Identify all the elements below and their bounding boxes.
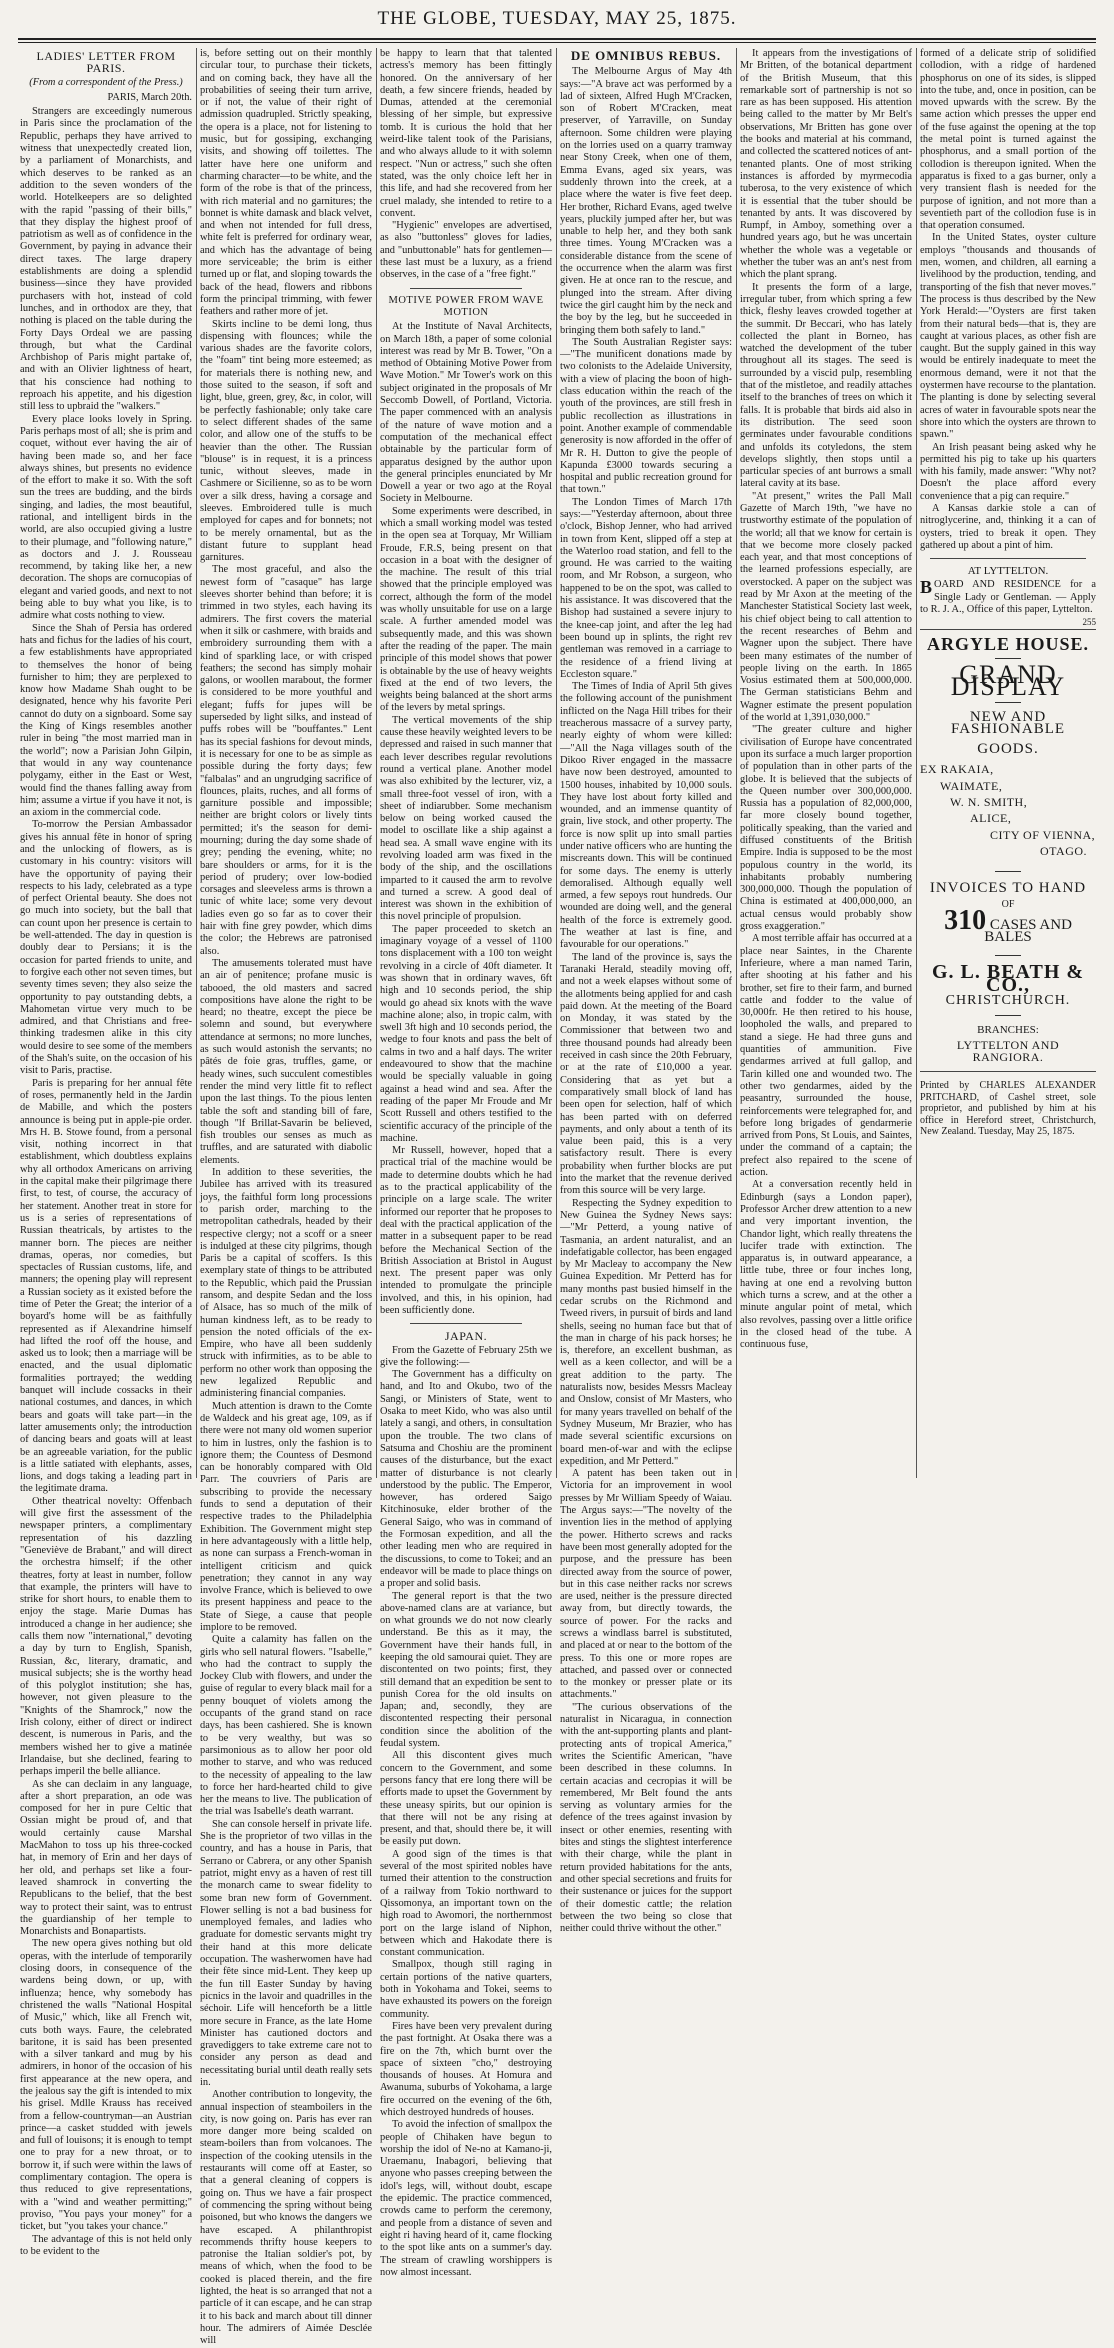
paragraph: Paris is preparing for her annual fête of roses, permanently held in the Jardin de Mabille, and which the posters announce is being put in apple-pie order. Mrs H. B. Stowe found, from a personal visit, nothing incorrect in that establishment, which doubtless explains why all orthodox Americans on arriving in the capital make their pilgrimage there first, to test, of course, the accuracy of her statement. Another treat in store for us is a series of representations of Russian theatricals, by artistes to the manner born. The pieces are neither dramas, operas, nor comedies, but spectacles of Russian customs, life, and manners; the opening play will represent a Russian society as it existed before the time of Peter the Great; the interior of a boyard's home will be as faithfully represented as if Alexandrine himself had lifted the roof off the house, and asked us to look; then a marriage will be enacted, and the usual diplomatic formalities portrayed; the wedding banquet will include cossacks in their national costumes, and dances, in which bears and goats will take part—in the latter amusements only; the introduction of dancing bears and goats will at least be an agreeable variation, for the public is a little satiated with elephants, asses, lions, and dogs taking a leading part in the legitimate drama. (20, 1077, 192, 1495)
paragraph: The general report is that the two above-named clans are at variance, but on what grounds we do not now clearly understand. Be this as it may, the Government have their hands full, in keeping the old samourai quiet. They are discontented on two points; first, they still demand that an expedition be sent to punish Corea for the old insults on Japan; and, secondly, they are discontented respecting their personal condition since the abolition of the feudal system. (380, 1590, 552, 1750)
section-rule (920, 629, 1096, 630)
paragraph: Fires have been very prevalent during the past fortnight. At Osaka there was a fire on the 7th, which burnt over the space of sixteen "cho," destroying thousands of houses. At Homura and Awanuma, suburbs of Yokohama, a large fire occurred on the evening of the 6th, which destroyed hundreds of houses. (380, 2020, 552, 2118)
ad-invoices: INVOICES TO HAND (929, 880, 1087, 897)
paragraph: All this discontent gives much concern to the Government, and some persons fancy that ere long there will be efforts made to upset the Government by these uneasy spirits, but our opinion is that there will not be any rising at present, and that, should there be, it will be easily put down. (380, 1750, 552, 1848)
article-heading-japan: JAPAN. (444, 1329, 488, 1344)
ad-ship-list (920, 763, 1096, 857)
ad-rule (995, 1015, 1021, 1016)
paragraph: A patent has been taken out in Victoria for an improvement in wool presses by Mr William Speedy of Waiau. The Argus says:—"The novelty of the invention lies in the method of applying the power. Hitherto screws and racks have been most generally adopted for the purpose, and the pressure has been directed away from the source of power, but in this case neither racks nor screws are used, neither is the pressure directed away from, but directly towards, the source of power. For the racks and screws a windlass barrel is substituted, and placed at or near to the bottom of the press. To this one or more ropes are attached, and passed over or connected to the monkey or presser plate or its attachments." (560, 1468, 732, 1701)
ad-ship: WAIMATE, (940, 778, 1003, 793)
ad-rule (995, 955, 1021, 956)
ad-ship: ALICE, (970, 811, 1012, 826)
column-divider (736, 48, 737, 1478)
paragraph: The Melbourne Argus of May 4th says:—"A brave act was performed by a lad of sixteen, Alfred Hugh M'Cracken, son of Robert M'Cracken, meat preserver, of Yarraville, on Sunday afternoon. Some children were playing on the lorries used on a quarry tramway near Stony Creek, when one of them, Emma Evans, aged six years, was suddenly thrown into the creek, at a place where the water is five feet deep. Her brother, Richard Evans, aged twelve years, pluckily jumped after her, but was unable to help her, and they both sank three times. Young M'Cracken was a considerable distance from the scene of the occurrence when the alarm was first given. He at once ran to the rescue, and plunged into the stream. After diving twice the girl caught him by the neck and the boy by the leg, but he succeeded in bringing them both safely to land." (560, 66, 732, 336)
paragraph: formed of a delicate strip of solidified collodion, with a ridge of hardened phosphorus on one of its sides, is slipped into the tube, and, once in position, can be moved upwards with the screw. By the same action which presses the upper end of the fuse against the opening at the top the metal point is turned against the phosphorus, and a small portion of the collodion is thereupon ignited. When the apparatus is fixed to a gas burner, only a very transient flash is needed for the purpose of ignition, and not more than a seventieth part of the collodion fuse is in that operation consumed. (920, 48, 1096, 232)
ad-reference-number: 255 (1082, 617, 1096, 628)
section-rule (410, 1323, 522, 1324)
paragraph: Much attention is drawn to the Comte de Waldeck and his great age, 109, as if there were not many old women superior to him in lustres, only the fashion is to ignore them; the Countess of Desmond can be honorably compared with Old Parr. The couvriers of Paris are subscribing to provide the necessary funds to send a deputation of their respective trades to the Philadelphia Exhibition. The Government might step in here advantageously with a little help, as none can surpass a French-woman in intelligent criticism and quick penetration; they cannot in any way involve France, which is believed to owe its present happiness and peace to the State of Siege, a cause that people implore to be removed. (200, 1400, 372, 1633)
article-heading-ladies-letter: LADIES' LETTER FROM PARIS. (36, 49, 176, 76)
section-rule (410, 288, 522, 289)
paragraph: "The curious observations of the naturalist in Nicaragua, in connection with the ant-supporting plants and plant-protecting ants of tropical America," writes the Scientific American, "have been described in these columns. In certain acacias and cecropias it will be remembered, Mr Belt found the ants serving as voluntary armies for the defence of the trees against invasion by insect or other enemies, resenting with bites and stings the slightest interference with their charge, while the plant in return provided habitations for the ants, and other special secretions and fruits for their sustenance or juices for the support of their domestic cattle; the relation between the two being so close that neither could thrive without the other." (560, 1701, 732, 1935)
paragraph: The Government has a difficulty on hand, and Ito and Okubo, two of the Sangi, or Ministers of State, went to Osaka to meet Kido, who was also until lately a sangi, and others, in consultation upon the trouble. The two clans of Satsuma and Choshiu are the prominent causes of the disturbance, but the exact matter of disturbance is not clearly understood by the public. The Emperor, however, has ordered Saigo Kitchinosuke, elder brother of the General Saigo, who was in command of the Formosan expedition, and all the other leading men who are required in the discussions, to come to Tokei; and an endeavor will be made to place things on a proper and solid basis. (380, 1369, 552, 1590)
ad-ship: OTAGO. (1040, 843, 1088, 858)
ad-store-name: ARGYLE HOUSE. (926, 633, 1090, 654)
column-5 (740, 48, 912, 1478)
argyle-house-advertisement (920, 633, 1096, 1064)
paragraph: The paper proceeded to sketch an imaginary voyage of a vessel of 1100 tons displacement with a 100 ton weight revolving in a circle of 40ft diameter. It was shown that in ordinary waves, 6ft high and 10 seconds period, the ship would go ahead six knots with the wave machine alone; also, in tropic calm, with swell 3ft high and 10 seconds period, the wedge to four knots and pass the belt of calms in two and a half days. The writer endeavoured to show that the machine would be specially valuable in going against a head wind and sea. After the reading of the paper Mr Froude and Mr Scott Russell and others testified to the scientific accuracy of the principle of the machine. (380, 923, 552, 1144)
paragraph: She can console herself in private life. She is the proprietor of two villas in the country, and has a house in Paris, that Serrano or Cabrera, or any other Spanish patriot, might envy as a haven of rest till the monarch came to swear fidelity to some bran new form of Government. Flower selling is not a bad business for unemployed females, and ladies who graduate for domestic servants might try their hand at this more delicate occupation. The washerwomen have had their fête since mid-Lent. They keep up the fun till Easter Sunday by having picnics in the lavoir and quadrilles in the séchoir. Life will henceforth be a little more secure in France, as the late Home Minister has cautioned doctors and gravediggers to take extreme care not to consider any person as dead and necessitating burial until death really sets in. (200, 1818, 372, 2088)
column-divider (196, 48, 197, 1478)
ad-rule (995, 658, 1021, 659)
ad-ship: W. N. SMITH, (950, 795, 1028, 810)
ad-cases-text: CASES AND BALES (984, 916, 1072, 946)
ad-ship: EX RAKAIA, (920, 762, 994, 777)
drop-cap: B (920, 577, 933, 598)
paragraph: It appears from the investigations of Mr Britten, of the botanical department of the British Museum, that this remarkable sort of partnership is not so rare as has been supposed. His attention being called to the matter by Mr Belt's observations, Mr Britten has gone over the books and material at his command, and collected the scattered notices of ant-tenanted plants. One of most striking instances is afforded by myrmecodia tuberosa, to the very existence of which it is essential that the tuber should be tenanted by ants. It was discovered by Rumpf, in Amboy, something over a hundred years ago, but he was uncertain whether the whole was a vegetable or whether the tuber was an ant's nest from which the plant sprang. (740, 48, 912, 281)
paragraph: Since the Shah of Persia has ordered hats and fichus for the ladies of his court, a few establishments have appropriated to themselves the honor of being furnisher to him; they are perplexed to know how Madame Shah ought to be designated, hence why his favorite Peri cannot do duty on a signboard. Some say the King of Kings resembles another ruler in being "the most married man in the world"; now a Parisian John Gilpin, that would in any way countenance polygamy, either in the East or West, would find the thanes falling away from him; assume a virtue if you have it not, is an axiom in the commercial code. (20, 622, 192, 819)
paragraph: "Hygienic" envelopes are advertised, as also "buttonless" gloves for ladies, and "unbuttonable" hats for gentlemen—these last must be a luxury, as a friend observes, in the case of a "free fight." (380, 220, 552, 281)
column-divider (556, 48, 557, 1478)
ad-branch-towns: LYTTELTON AND RANGIORA. (956, 1037, 1060, 1064)
classified-section-title: AT LYTTELTON. (967, 565, 1049, 578)
paragraph: Strangers are exceedingly numerous in Paris since the proclamation of the Republic, perhaps they have arrived to witness that unexpectedly created lion, by a parliament of Monarchists, and which deserves to be ranked as an addition to the seven wonders of the world. Hotelkeepers are so delighted with the rapid "passing of their bills," that they display the highest proof of patriotism as well as of confidence in the Government, by paying in advance their direct taxes. The large drapery establishments are doing a splendid business—since they have provided purchasers with hot, instead of cold lunches, and in orthodox are they, that nothing is placed on the table during the Forty Days Ordeal we are passing through, but what the Cardinal Archbishop of Paris might partake of, and with an Olivier lightness of heart, that his conscience had nothing to reproach his appetite, and his digestion still less to upbraid the "walkers." (20, 106, 192, 413)
paragraph: A Kansas darkie stole a can of nitroglycerine, and, thinking it a can of oysters, tried to break it open. They gathered up about a pint of him. (920, 502, 1096, 551)
paragraph: At the Institute of Naval Architects, on March 18th, a paper of some colonial interest was read by Mr B. Tower, "On a method of Obtaining Motive Power from Wave Motion." Mr Tower's work on this subject originated in the proposals of Mr Seccomb Dowell, of Portland, Victoria. The paper commenced with an analysis of the nature of wave motion and a computation of the mechanical effect obtainable by the particular form of apparatus designed by the author upon the general principles enunciated by Mr Dowell a year or two ago at the Royal Society in Melbourne. (380, 321, 552, 505)
paragraph: The advantage of this is not held only to be evident to the (20, 2233, 192, 2257)
paragraph: Another contribution to longevity, the annual inspection of steamboilers in the city, is now going on. Paris has ever ran more danger more being scalded on steam-boilers than from volcanoes. The inspection of the cooking utensils in the restaurants will come off at Easter, so that a general cleaning of coppers is going on. Thus we have a fair prospect of commencing the spring without being poisoned, but who knows the dangers we have escaped. A philanthropist recommends thrifty house keepers to patronise the Italian soldier's pot, by means of which, when the food to be cooked is placed therein, and the fire lighted, the heat is so arranged that not a particle of it can escape, and he can strap it to his back and march about till dinner hour. The admirers of Aimée Desclée will (200, 2089, 372, 2347)
paragraph: Mr Russell, however, hoped that a practical trial of the machine would be made to determine doubts which he had as to the practical applicability of the principle on a large scale. The writer informed our reporter that he proposes to deal with the practical application of the matter in a subsequent paper to be read before the Mechanical Section of the British Association at Bristol in August next. The present paper was only intended to promulgate the principle involved, and this, in his opinion, had been sufficiently done. (380, 1145, 552, 1316)
paragraph: The Times of India of April 5th gives the following account of the punishment inflicted on the Naga Hill tribes for their treacherous massacre of a survey party, nearly eighty of whom were killed:—"All the Naga villages south of the Dikoo River engaged in the massacre have now been destroyed, amounted to 1500 houses, inhabited by 10,000 souls. They have lost about forty killed and wounded, and an immense quantity of grain, live stock, and other property. The force is now split up into small parties under native officers who are hunting the miscreants down. This will be continued for some days. The enemy is utterly demoralised. Although equally well armed, a few sepoys rout hundreds. Our wounded are doing well, and the general health of the force is extremely good. The weather at last is fine, and favourable for our operations." (560, 681, 732, 951)
paragraph: The amusements tolerated must have an air of penitence; profane music is tabooed, the old masters and sacred compositions have alone the right to be heard; no theatre, except the piece be solemn and sound, but everywhere attendance at sermons; no more lunches, as such would astonish the servants; no pâtés de foie gras, truffles, game, or heady wines, such succulent comestibles render the mind very little fit to reflect upon the last things. To the pious lenten table the soft and standing bill of fare, though "lf Brillat-Savarin be believed, fish troubles our senses as much as truffles, and are saturated with diabolic elements. (200, 957, 372, 1166)
paragraph: "At present," writes the Pall Mall Gazette of March 19th, "we have no trustworthy estimate of the population of the world; all that we know for certain is that we become more closely packed each year, and that most conceptions of the learned professions especially, are overstocked. A paper on the subject was read by Mr Axon at the meeting of the Manchester Statistical Society last week, his chief object being to call attention to the recent researches of Behm and Wagner upon the subject. There have been many estimates of the number of people living on the earth. In 1865 Vosius estimated them at 500,000,000. The German statisticians Behm and Wagner estimate the present population of the world at 1,391,030,000." (740, 490, 912, 724)
column-1 (20, 48, 192, 2257)
printer-imprint: Printed by CHARLES ALEXANDER PRITCHARD, of Cashel street, sole proprietor, and published by him at his office in Hereford street, Christchurch, New Zealand. Tuesday, May 25, 1875. (920, 1080, 1096, 1138)
ad-cases-number: 310 (944, 904, 987, 936)
classified-ad-text: OARD AND RESIDENCE for a Single Lady or Gentleman. — Apply to R. J. A., Office of this paper, Lyttelton. (920, 579, 1096, 616)
paragraph: Some experiments were described, in which a small working model was tested in the open sea at Torquay, Mr William Froude, F.R.S, being present on that occasion in a boat with the designer of the machine. The result of this trial showed that the principle employed was correct, although the form of the model was wholly unsuitable for use on a large scale. A further amended model was subsequently made, and this was shown after the reading of the paper. The main principle of this model shows that power is obtainable by the use of heavy weights fixed at the end of two levers, the weights being balanced at the short arms of the levers by metal springs. (380, 505, 552, 714)
paragraph: The London Times of March 17th says:—"Yesterday afternoon, about three o'clock, Bishop Jenner, who had arrived in town from Kent, slipped off a step at the Waterloo road station, and fell to the ground. He was carried to the waiting room, and Mr Robson, a surgeon, who happened to be on the spot, was called to his assistance. It was discovered that the Bishop had sustained a severe injury to the knee-cap joint, and after the leg had been bound up in splints, the right rev gentleman was removed in a carriage to the residence of a friend living at Eccleston square." (560, 496, 732, 680)
paragraph: Other theatrical novelty: Offenbach will give first the assessment of the newspaper printers, a complimentary representation of his dazzling "Geneviève de Brabant," and will direct the orchestra himself; if the other theatres, forty at least in number, follow that example, the printers will have to strike for short hours, to enable them to enjoy the stage. Marie Dumas has introduced a change in her audience; she calls them now "international," devoting a day by turn to English, Spanish, Russian, &c, literary, dramatic, and musical subjects; she is the worthy head of this polyglot institution; she has, however, not given pleasure to the "Knights of the Shamrock," now the Irish colony, either of direct or indirect descent, is numerous in Paris, and the members wished her to give a matinée Irlandaise, but she declined, fearing to perhaps imperil the belle alliance. (20, 1495, 192, 1778)
masthead: THE GLOBE, TUESDAY, MAY 25, 1875. (377, 8, 737, 29)
column-6 (920, 48, 1096, 1478)
classified-ad (920, 577, 1096, 628)
paragraph: Quite a calamity has fallen on the girls who sell natural flowers. "Isabelle," who had the contract to supply the Jockey Club with flowers, and under the guise of regular to every black mail for a penny bouquet of violets among the occupants of the grand stand on race days, has been cashiered. She is known to be very wealthy, but was so parsimonious as to allow her poor old mother to starve, and who was reduced to the necessity of appealing to the law to force her hard-hearted child to give her the means to live. The publication of the trial was Isabelle's death warrant. (200, 1634, 372, 1818)
paragraph: The new opera gives nothing but old operas, with the interlude of temporarily closing doors, in consequence of the wardens being down, or up, with influenza; hence, why somebody has christened the walls "National Hospital of Music," which, like all French wit, cuts both ways. Faure, the celebrated baritone, it is said has been presented with a silver tankard and mug by his admirers, in honor of the occasion of his first appearance at the new opera, and the jealous say the gift is intended to mix his grisel. Mdlle Krauss has received from a fellow-countryman—an Austrian prince—a casket studded with jewels and full of louisons; it is enough to tempt one to pray for a new throat, or to borrow it, if such were within the laws of complimentary contagion. The opera is thus reduced to give representations, with a "wind and weather permitting;" proviso, "You pays your money" for a ticket, but "you takes your chance." (20, 1938, 192, 2233)
paragraph: At a conversation recently held in Edinburgh (says a London paper), Professor Archer drew attention to a new and very important invention, the Chandor light, which really threatens the lucifer trade with extinction. The apparatus is, in outward appearance, a little tube, three or four inches long, having at one end a revolving button which turns a screw, and at the other a minute angular point of metal, which also revolves, passing over a little orifice in the closed head of the tube. A continuous fuse, (740, 1179, 912, 1351)
masthead-rule-thin (18, 42, 1096, 43)
section-rule (920, 1071, 1096, 1072)
column-divider (916, 48, 917, 1478)
paragraph: A most terrible affair has occurred at a place near Saintes, in the Charente Inferieure, where a man named Tarin, after shooting at his father and his brother, set fire to their farm, and burned cattle and fodder to the value of 30,000fr. He then retired to his house, loopholed the walls, and prepared to stand a siege. He had three guns and quantities of ammunition. Five gendarmes arrived at full gallop, and Tarin killed one and wounded two. The other two gendarmes, aided by the peasantry, surrounded the house, reinforcements were telegraphed for, and before long brigades of gendarmerie arrived from Pons, St Louis, and Saintes, under the command of a captain; the prefect also repaired to the scene of action. (740, 933, 912, 1179)
paragraph: In the United States, oyster culture employs "thousands and thousands of men, women, and children, all earning a livelihood by the production, tending, and transporting of the fish that never moves." The process is thus described by the New York Herald:—"Oysters are first taken from their natural beds—that is, they are caught at various places, as other fish are caught. But the supply gained in this way would be entirely inadequate to meet the enormous demand, were it not that the oystermen have recourse to the plantation. The planting is done by selecting several acres of water in favourable spots near the shore into which the oysters are thrown to spawn." (920, 232, 1097, 441)
paragraph: Every place looks lovely in Spring. Paris perhaps most of all; she is prim and coquet, without ever having the air of having been made so, and her face always shines, but presents no evidence of the effort to make it so. With the soft sun the trees are budding, and the birds singing, and ladies, the most beautiful, rational, and intelligent birds in the world, are also occupied giving a lustre to their plumage, and "following nature," as doctors and J. J. Rousseau recommend, by taking like her, a new decoration. The shops are cornucopias of elegant and varied goods, and next to not being able to buy what you like, is to admire what costs nothing to view. (20, 413, 192, 622)
paragraph: It presents the form of a large, irregular tuber, from which spring a few thick, fleshy leaves crowded together at the summit. Dr Beccari, who has lately collected the plant in Borneo, has watched the development of the tuber throughout all its stages. The seed is surrounded by a viscid pulp, resembling that of the mistletoe, and readily attaches itself to the branches of trees on which it falls. It is probable that birds aid also in its distribution. The seed soon germinates under favourable conditions and unfolds its cotyledons, the stem develops slightly, then stops until a particular species of ant burrows a small lateral cavity at its base. (740, 281, 912, 490)
paragraph: An Irish peasant being asked why he permitted his pig to take up his quarters with his family, made answer: "Why not? Doesn't the place afford every convenience that a pig can require." (920, 441, 1096, 502)
ad-rule (995, 871, 1021, 872)
article-heading-wave-motion: MOTIVE POWER FROM WAVE MOTION (388, 294, 544, 318)
ad-branches-label: BRANCHES: (977, 1024, 1039, 1037)
paragraph: To-morrow the Persian Ambassador gives his annual fête in honor of spring and the unlocking of flowers, as is customary in his country: visitors will have the opportunity of paying their respects to his lady, celebrated as a type of perfect Oriental beauty. She does not go much into society, but the ball that can count upon her presence is certain to be well-attended. The day in question is doubly dear to Persians; it is the occasion for parted friends to unite, and to forgive each other not seven times, but seventy times seven; they also seize the opportunity to pay outstanding debts, a Mahometan virtue very much to be admired, and that Christians and free-thinking tradesmen alike in this city would desire to see some of the members of the Shah's suite, on the occasion of his visit to Paris, practise. (20, 819, 192, 1077)
ad-subline: NEW AND FASHIONABLE (950, 708, 1066, 737)
paragraph: The vertical movements of the ship cause these heavily weighted levers to be depressed and raised in such manner that each lever describes regular revolutions round a vertical plane. Another model was also exhibited by the lecturer, viz, a small three-foot vessel of iron, with a sheet of indiarubber. Some mechanism below on being worked caused the model to oscillate like a ship against a head sea. A small wave engine with its revolving loaded arm was fixed in the body of the ship, and the oscillations imparted to it caused the arm to revolve and turned a screw. A good deal of interest was shown in the exhibition of this novel principle of propulsion. (380, 714, 552, 923)
paragraph: "The greater culture and higher civilisation of Europe have concentrated upon its surface a much larger proportion of population than in other parts of the globe. It is believed that the subjects of the Queen number over 300,000,000. Russia has a population of 82,000,000, far more closely bound together, politically speaking, than the varied and diffused constituents of the British Empire. India is supposed to be the most populous country in the world, its inhabitants probably numbering 300,000,000. Though the population of China is estimated at 400,000,000, an actual census would probably show gross exaggeration." (740, 724, 912, 933)
ad-ship: CITY OF VIENNA, (990, 827, 1096, 842)
ad-firm-name: G. L. BEATH & CO., (931, 961, 1085, 996)
paragraph: be happy to learn that that talented actress's memory has been fittingly honored. On the anniversary of her death, a few sincere friends, headed by Dumas, attended at the ceremonial blessing of her simple, but expressive tomb. It is curious the hold that her weird-like talent took of the Parisians, and who always allude to it with solemn respect. "Nun or actress," such she often stated, was the only choice left her in this life, and had she recovered from her cruel malady, she intended to retire to a convent. (380, 48, 552, 219)
ad-city: CHRISTCHURCH. (945, 993, 1071, 1008)
paragraph: Smallpox, though still raging in certain portions of the native quarters, both in Yokohama and Tokei, seems to have exhausted its powers on the foreign community. (380, 1959, 552, 2020)
dateline: PARIS, March 20th. (107, 91, 192, 103)
paragraph: In addition to these severities, the Jubilee has arrived with its treasured joys, the faithful form long processions to parish order, marching to the metropolitan cathedrals, headed by their respective clergy; not a scoff or a sneer is indulged at these city pilgrims, though Paris be a capital of scoffers. Is this exemplary state of things to be attributed to the Republic, which paid the Prussian ransom, and despite Sedan and the loss of Alsace, has so much of the milk of human kindness left, as to be ready to pension the noted officials of the ex-Empire, who have all been suddenly struck with infirmities, as to be able to perform no other work than opposing the new legalized Republic and administering financial companies. (200, 1167, 372, 1400)
masthead-rule (18, 38, 1096, 40)
paragraph: A good sign of the times is that several of the most spirited nobles have turned their attention to the construction of a railway from Tokio northward to Qissomonya, an important town on the high road to Awomori, the northernmost port on the large island of Niphon, between which and Hakodate there is constant communication. (380, 1848, 552, 1959)
column-divider (376, 48, 377, 1478)
paragraph: From the Gazette of February 25th we give the following:— (380, 1344, 552, 1368)
column-3 (380, 48, 552, 2278)
paragraph: Skirts incline to be demi long, thus dispensing with flounces; while the various shades are the favorite colors, the "foam" tint being more esteemed; as for materials there is nothing new, and those suited to the season, if soft and light, blue, green, grey, &c, in color, will be perfectly fashionable; only take care to select different shades of the same color, and allow one of the stuffs to be heavier than the other. The Russian "blouse" is in request, it is a princess tunic, without sleeves, made in Cashmere or Sicilienne, so as to be worn over a silk dress, having a corsage and sleeves. Embroidered tulle is much employed for capes and for bonnets; not to be merely ornamental, but as the distant future to supplant head garnitures. (200, 318, 372, 564)
ad-headline: GRAND DISPLAY (950, 659, 1066, 702)
column-2 (200, 48, 372, 2347)
ad-rule (995, 702, 1021, 703)
paragraph: is, before setting out on their monthly circular tour, to purchase their tickets, and on coming back, they have all the probabilities of seeing their turn arrive, or if not, the value of their right of admission quadrupled. Strictly speaking, the opera is a place, not for listening to music, but for gossiping, exchanging visits, and showing off toilettes. The latter have here one uniform and charming character—to be white, and the form of the robe is that of the princess, with rich material and no garnitures; the bonnet is white damask and black velvet, and when not intended for full dress, white felt is preferred for ordinary wear, and which has the advantage of being more serviceable; the brim is either turned up or flat, and sloping towards the back of the head, flowers and ribbons form the principal trimming, with fewer feathers and rather more of jet. (200, 48, 372, 318)
paragraph: The most graceful, and also the newest form of "casaque" has large sleeves shorter behind than before; it is trimmed in two styles, each having its admirers. The first covers the material when it silk or cashmere, with braids and embroidery surrounding them with a kind of sparkling lace, or with crisped feathers; the second has simply mohair galons, or woollen marabout, the former is considered to be more youthful and elegant; fuffs for jupes will be superseded by light silks, and instead of puffs robes will be "bouffantes." Lent has its special fashions for devout minds, it is necessary for one to be as simple as possible during the forty days; few "falbalas" and an ungrudging sacrifice of flounces, plaits, ruches, and all forms of garniture possible and impossible; neither are bright colors or lively tints permitted; it's the season for demi-mourning; during the day some shade of grey; pending the evening, white; no bare shoulders or arms, for it is the period of prudery; over low-bodied corsages and sleeveless arms is thrown a tunic of white lace; some very devout ladies even go so far as to cover their hair with fine grey powder, which dims the color; the Hebrews are patronised also. (200, 564, 372, 957)
paragraph: As she can declaim in any language, after a short preparation, an ode was composed for her in pure Celtic that Ossian might be proud of, and that would certainly cause Marshal MacMahon to toss up his three-cocked hat, in memory of Erin and her days of her old, and perhaps set like a four-leaved shamrock in converting the Republicans to the belief, that the best way to protect their saint, was to entrust the guardianship of her temple to Monarchists and Bonapartists. (20, 1778, 192, 1938)
ad-goods: GOODS. (977, 741, 1039, 758)
paragraph: To avoid the infection of smallpox the people of Chihaken have begun to worship the idol of Ne-no at Kamano-ji, Uraemanu, Inabagori, believing that anyone who passes creeping between the idol's legs, will, without doubt, escape the epidemic. The practice commenced, crowds came to perform the ceremony, and people from a distance of seven and eight ri having heard of it, came flocking to the spot like ants on a summer's day. The stream of crawling worshippers is now almost incessant. (380, 2119, 552, 2278)
paragraph: Respecting the Sydney expedition to New Guinea the Sydney News says:—"Mr Petterd, a young native of Tasmania, an ardent naturalist, and an indefatigable collector, has been engaged by Mr Macleay to accompany the New Guinea Expedition. Mr Petterd has for many months past busied himself in the cedar scrubs on the Richmond and Tweed rivers, in pursuit of birds and land shells, seeing no human face but that of the man in charge of his pack horses; he is, therefore, an excellent bushman, as well as a keen collector, and will be a great addition to the party. The naturalists now, besides Messrs Macleay and Onslow, consist of Mr Masters, who for many years travelled on behalf of the Sydney Museum, Mr Brazier, who has made several scientific excursions on board men-of-war and with the eclipse expedition, and Mr Petterd." (560, 1197, 732, 1467)
ad-of: OF (1001, 898, 1015, 910)
column-4 (560, 48, 732, 1935)
section-rule (930, 558, 1086, 559)
paragraph: The land of the province is, says the Taranaki Herald, steadily moving off, and not a week elapses without some of the allotments being applied for and cash paid down. At the meeting of the Board on Monday, it was stated by the Commissioner that between two and three thousand pounds had already been received in cash since the 20th February, or at the rate of £10,000 a year. Considering that as yet but a comparatively small block of land has been open for selection, half of which has been parted with on deferred payments, and only about a tenth of its value been paid, this is a very satisfactory result. There is every probability when further blocks are put into the market that the revenue derived from this source will be very large. (560, 951, 732, 1197)
article-heading-de-omnibus-rebus: DE OMNIBUS REBUS. (570, 48, 722, 63)
article-subheading: (From a correspondent of the Press.) (29, 76, 183, 88)
paragraph: The South Australian Register says:—"The munificent donations made by two colonists to the Adelaide University, with a view of placing the boon of high-class education within the reach of the youth of the provinces, are still fresh in public recollection as illustrations in point. Another example of commendable generosity is now afforded in the offer of Mr R. H. Dutton to give the people of Kapunda £3000 towards securing a hospital and public recreation ground for that town." (560, 336, 732, 496)
